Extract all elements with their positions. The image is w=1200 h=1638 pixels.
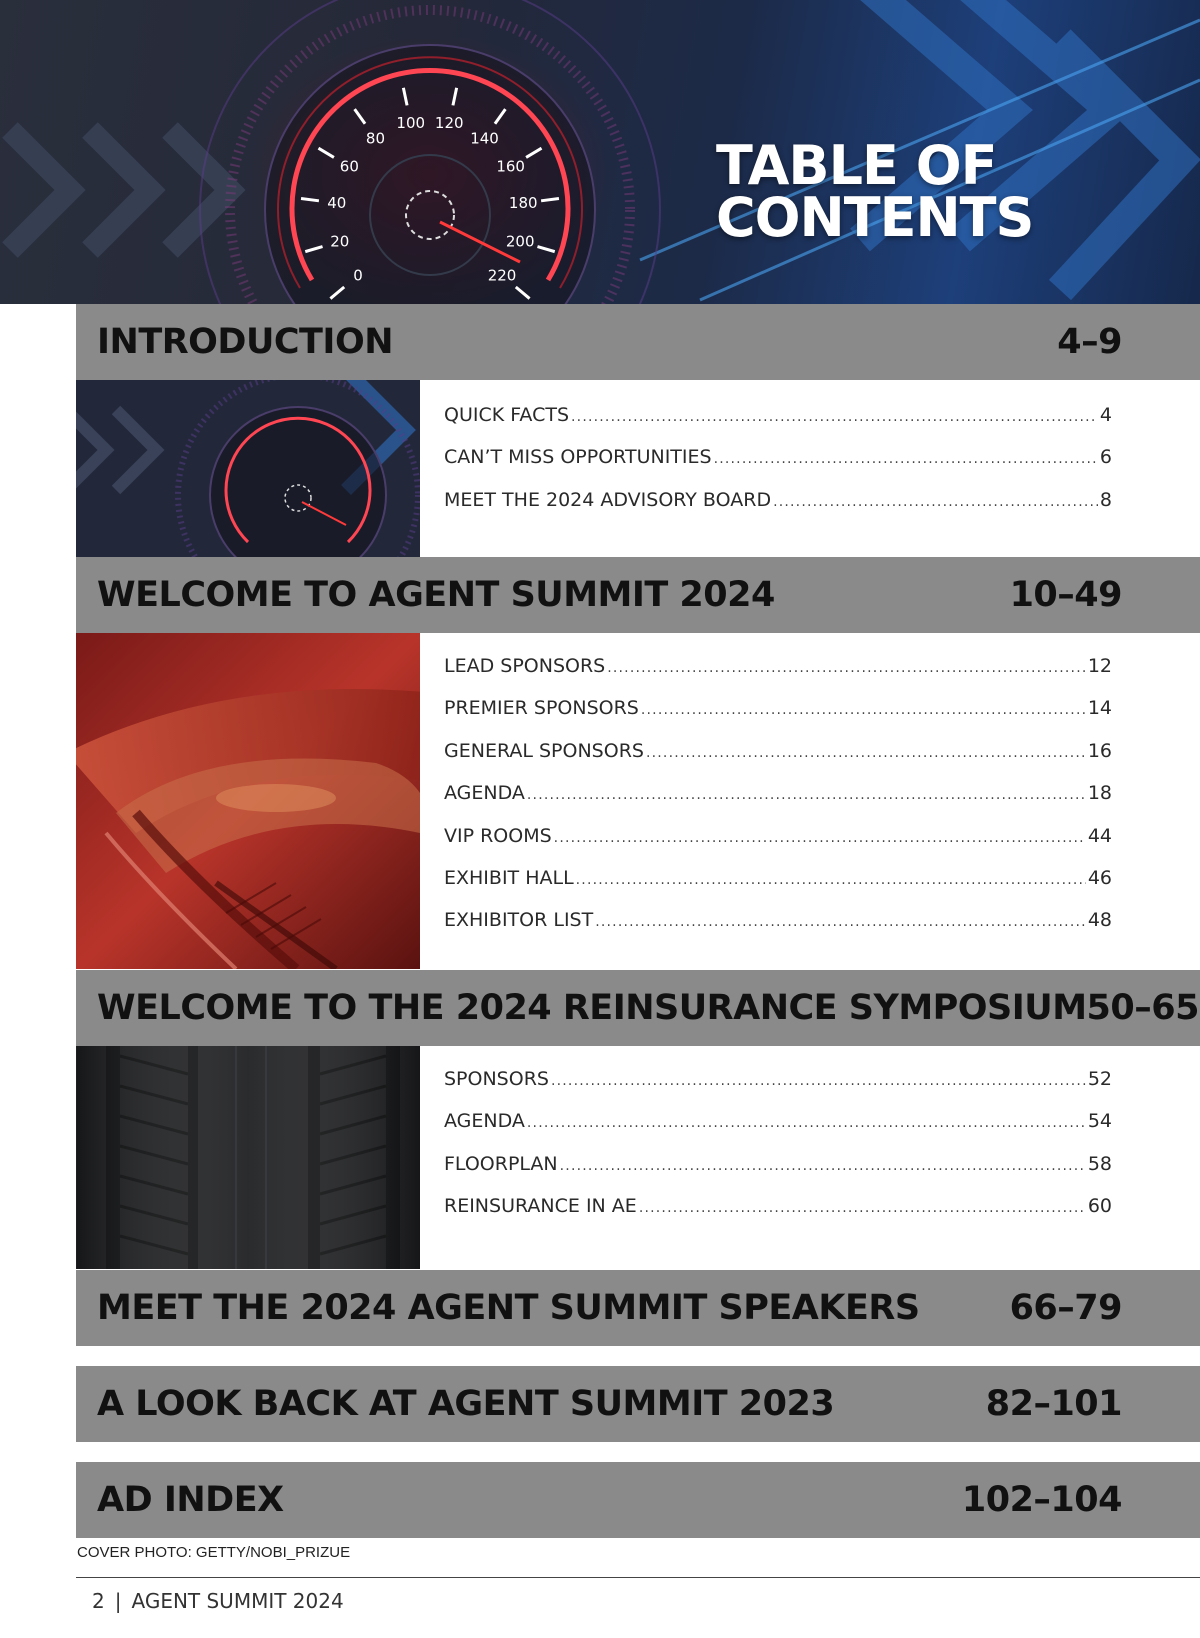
dot-leader xyxy=(639,1200,1086,1216)
headlight-image xyxy=(76,633,420,969)
item-label: AGENDA xyxy=(444,1110,525,1133)
page-title-line-2: CONTENTS xyxy=(716,186,1034,249)
dot-leader xyxy=(641,702,1086,718)
dot-leader xyxy=(595,914,1086,930)
footer-divider xyxy=(76,1577,1200,1578)
item-label: MEET THE 2024 ADVISORY BOARD xyxy=(444,488,772,511)
list-item[interactable] xyxy=(444,1153,1112,1195)
section-title: AD INDEX xyxy=(97,1480,284,1520)
publication-name: AGENT SUMMIT 2024 xyxy=(131,1589,344,1613)
section-title: WELCOME TO THE 2024 REINSURANCE SYMPOSIUM xyxy=(97,988,1087,1028)
section-item-list xyxy=(444,1068,1112,1238)
item-label: CAN’T MISS OPPORTUNITIES xyxy=(444,446,712,469)
section-header-ad-index[interactable] xyxy=(76,1462,1200,1538)
list-item[interactable] xyxy=(444,825,1112,867)
item-page: 46 xyxy=(1087,866,1112,889)
item-page: 54 xyxy=(1087,1110,1112,1133)
list-item[interactable] xyxy=(444,867,1112,909)
item-label: SPONSORS xyxy=(444,1068,549,1090)
section-header-look-back[interactable] xyxy=(76,1366,1200,1442)
item-page: 18 xyxy=(1087,782,1112,805)
list-item[interactable] xyxy=(444,1195,1112,1237)
section-header-introduction[interactable] xyxy=(76,304,1200,380)
section-page-range: 66–79 xyxy=(1009,1288,1122,1328)
dot-leader xyxy=(646,745,1086,761)
page-title xyxy=(716,134,1136,249)
list-item[interactable] xyxy=(444,1068,1112,1110)
dot-leader xyxy=(551,1073,1086,1089)
dot-leader xyxy=(576,872,1086,888)
section-header-agent-summit[interactable] xyxy=(76,557,1200,633)
gauge-tick-label: 180 xyxy=(508,194,538,213)
page-number: 2 xyxy=(92,1589,105,1613)
list-item[interactable] xyxy=(444,1110,1112,1152)
gauge-tick-label: 100 xyxy=(396,113,426,132)
tire-image xyxy=(76,1046,420,1269)
section-body-reinsurance xyxy=(76,1046,1200,1269)
speedometer-image xyxy=(76,380,420,557)
list-item[interactable] xyxy=(444,446,1112,488)
section-title: WELCOME TO AGENT SUMMIT 2024 xyxy=(97,575,775,615)
item-label: VIP ROOMS xyxy=(444,824,552,847)
gauge-tick-label: 80 xyxy=(365,129,386,148)
section-header-reinsurance[interactable] xyxy=(76,970,1200,1046)
section-body-agent-summit xyxy=(76,633,1200,969)
page-title-line-1: TABLE OF xyxy=(716,134,997,197)
item-page: 60 xyxy=(1087,1195,1112,1218)
item-label: GENERAL SPONSORS xyxy=(444,739,644,762)
item-page: 48 xyxy=(1087,909,1112,932)
item-page: 12 xyxy=(1087,655,1112,677)
dot-leader xyxy=(714,451,1098,467)
item-page: 14 xyxy=(1087,697,1112,720)
item-page: 52 xyxy=(1087,1068,1112,1090)
item-page: 6 xyxy=(1099,446,1112,469)
gauge-tick-label: 200 xyxy=(505,232,535,251)
photo-credit: COVER PHOTO: GETTY/NOBI_PRIZUE xyxy=(77,1544,351,1561)
item-page: 16 xyxy=(1087,739,1112,762)
list-item[interactable] xyxy=(444,489,1112,531)
list-item[interactable] xyxy=(444,909,1112,951)
item-page: 8 xyxy=(1099,488,1112,511)
dot-leader xyxy=(560,1158,1086,1174)
dot-leader xyxy=(554,830,1086,846)
item-label: EXHIBIT HALL xyxy=(444,866,574,889)
dot-leader xyxy=(527,1115,1086,1131)
gauge-tick-label: 120 xyxy=(434,113,464,132)
page-footer xyxy=(92,1589,344,1613)
section-page-range: 50–65 xyxy=(1086,988,1199,1028)
section-page-range: 4–9 xyxy=(1057,322,1122,362)
section-header-speakers[interactable] xyxy=(76,1270,1200,1346)
section-page-range: 10–49 xyxy=(1009,575,1122,615)
section-item-list xyxy=(444,404,1112,531)
list-item[interactable] xyxy=(444,655,1112,697)
gauge-tick-label: 20 xyxy=(330,232,350,251)
gauge-tick-label: 140 xyxy=(470,129,499,148)
gauge-tick-label: 220 xyxy=(487,266,517,285)
gauge-tick-label: 60 xyxy=(339,157,359,176)
gauge-tick-label: 0 xyxy=(353,266,363,285)
dot-leader xyxy=(773,494,1098,510)
item-page: 44 xyxy=(1087,824,1112,847)
section-title: INTRODUCTION xyxy=(97,322,393,362)
section-body-introduction xyxy=(76,380,1200,557)
gauge-tick-label: 160 xyxy=(496,157,525,176)
list-item[interactable] xyxy=(444,697,1112,739)
dot-leader xyxy=(607,660,1086,676)
item-label: PREMIER SPONSORS xyxy=(444,697,639,720)
gauge-tick-label: 40 xyxy=(327,194,347,213)
item-page: 4 xyxy=(1099,404,1112,426)
section-page-range: 102–104 xyxy=(961,1480,1122,1520)
item-page: 58 xyxy=(1087,1152,1112,1175)
list-item[interactable] xyxy=(444,740,1112,782)
list-item[interactable] xyxy=(444,404,1112,446)
item-label: FLOORPLAN xyxy=(444,1152,558,1175)
dot-leader xyxy=(571,409,1098,425)
section-title: A LOOK BACK AT AGENT SUMMIT 2023 xyxy=(97,1384,835,1424)
dot-leader xyxy=(527,787,1086,803)
item-label: QUICK FACTS xyxy=(444,404,570,426)
section-page-range: 82–101 xyxy=(985,1384,1122,1424)
item-label: EXHIBITOR LIST xyxy=(444,909,594,932)
hero-banner xyxy=(0,0,1200,304)
list-item[interactable] xyxy=(444,782,1112,824)
item-label: AGENDA xyxy=(444,782,525,805)
section-item-list xyxy=(444,655,1112,952)
item-label: LEAD SPONSORS xyxy=(444,655,606,677)
section-title: MEET THE 2024 AGENT SUMMIT SPEAKERS xyxy=(97,1288,920,1328)
item-label: REINSURANCE IN AE xyxy=(444,1195,637,1218)
footer-separator: | xyxy=(114,1589,122,1613)
